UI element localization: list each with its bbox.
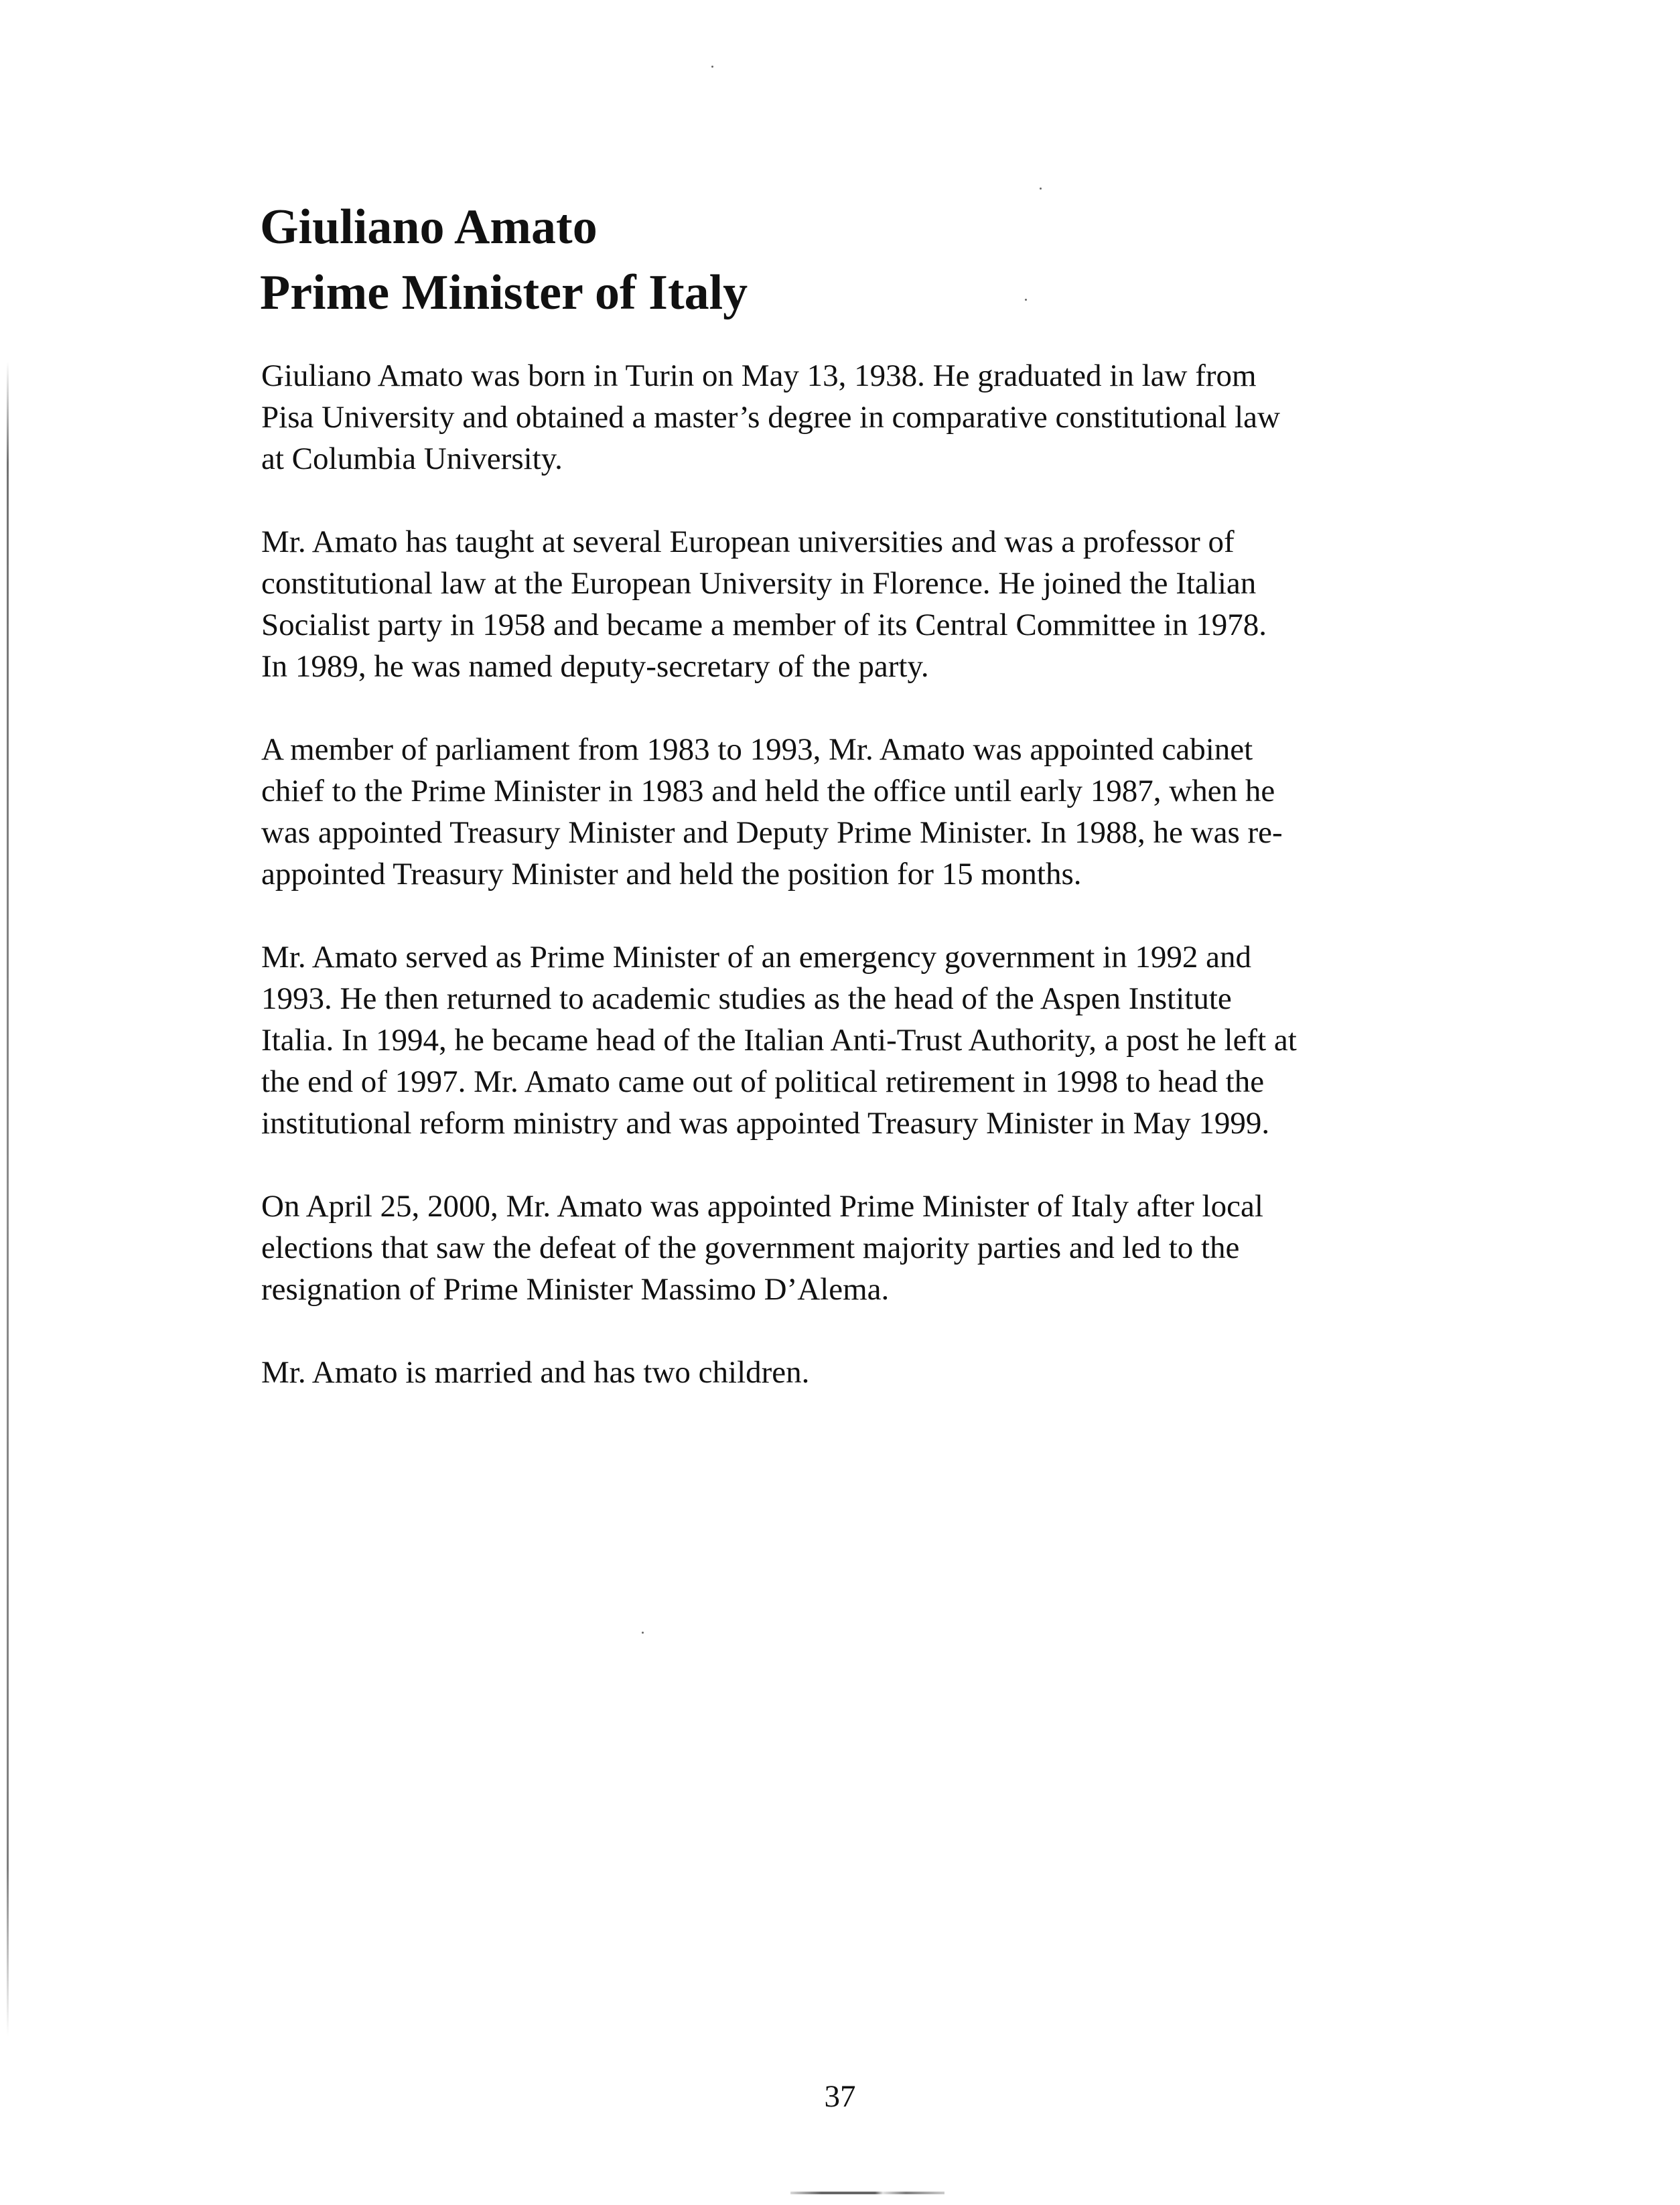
- text-line: Italia. In 1994, he became head of the Italian Anti-Trust Authority, a post he left at: [261, 1023, 1297, 1058]
- biography-body: [261, 355, 1413, 1435]
- scan-speck: [711, 66, 713, 68]
- text-line: appointed Treasury Minister and held the position for 15 months.: [261, 857, 1082, 892]
- scan-speck: [1040, 188, 1042, 190]
- text-line: was appointed Treasury Minister and Deputy Prime Minister. In 1988, he was re-: [261, 815, 1283, 850]
- scan-speck: [642, 1632, 644, 1634]
- paragraph-prime-minister-first-term: [261, 936, 1413, 1144]
- scan-edge-shadow: [7, 362, 9, 2036]
- scan-bottom-mark: [790, 2192, 944, 2194]
- scan-speck: [1025, 299, 1027, 301]
- text-line: A member of parliament from 1983 to 1993, Mr. Amato was appointed cabinet: [261, 732, 1253, 767]
- text-line: chief to the Prime Minister in 1983 and held the office until early 1987, when he: [261, 774, 1275, 808]
- text-line: elections that saw the defeat of the government majority parties and led to the: [261, 1230, 1240, 1265]
- text-line: at Columbia University.: [261, 441, 563, 476]
- paragraph-birth-education: [261, 355, 1413, 480]
- text-line: On April 25, 2000, Mr. Amato was appointed Prime Minister of Italy after local: [261, 1189, 1263, 1224]
- text-line: the end of 1997. Mr. Amato came out of political retirement in 1998 to head the: [261, 1064, 1265, 1099]
- text-line: Socialist party in 1958 and became a member of its Central Committee in 1978.: [261, 608, 1267, 642]
- text-line: Mr. Amato has taught at several European universities and was a professor of: [261, 524, 1235, 559]
- text-line: constitutional law at the European University in Florence. He joined the Italian: [261, 566, 1257, 601]
- paragraph-academic-party: [261, 521, 1413, 687]
- paragraph-family: [261, 1352, 1413, 1393]
- document-heading: [260, 194, 1399, 326]
- paragraph-parliament: [261, 729, 1413, 895]
- text-line: Mr. Amato is married and has two children.: [261, 1355, 810, 1390]
- text-line: institutional reform ministry and was appointed Treasury Minister in May 1999.: [261, 1106, 1270, 1141]
- text-line: Pisa University and obtained a master’s degree in comparative constitutional law: [261, 400, 1280, 435]
- text-line: Mr. Amato served as Prime Minister of an emergency government in 1992 and: [261, 940, 1251, 975]
- page-number: 37: [824, 2079, 856, 2114]
- person-title: Prime Minister of Italy: [260, 265, 748, 320]
- text-line: 1993. He then returned to academic studies as the head of the Aspen Institute: [261, 981, 1232, 1016]
- paragraph-appointment-2000: [261, 1186, 1413, 1310]
- person-name: Giuliano Amato: [260, 200, 598, 255]
- text-line: resignation of Prime Minister Massimo D’Alema.: [261, 1272, 890, 1307]
- text-line: In 1989, he was named deputy-secretary of the party.: [261, 649, 929, 684]
- text-line: Giuliano Amato was born in Turin on May 13, 1938. He graduated in law from: [261, 358, 1257, 393]
